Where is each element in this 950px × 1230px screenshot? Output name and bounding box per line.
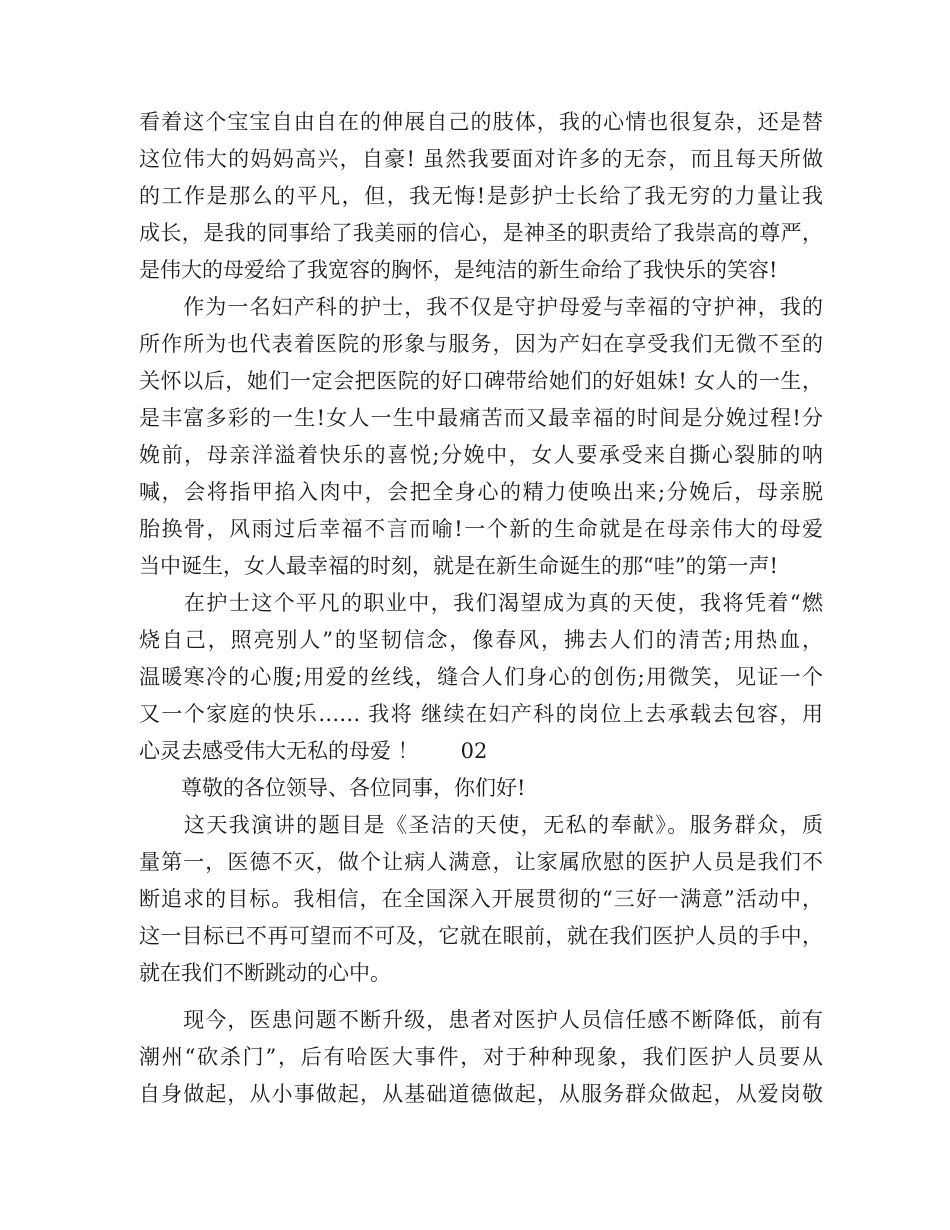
text-line: 的工作是那么的平凡，但，我无悔!是彭护士长给了我无穷的力量让我 <box>139 184 823 208</box>
text-line: 是伟大的母爱给了我宽容的胸怀，是纯洁的新生命给了我快乐的笑容! <box>139 258 778 282</box>
text-line: 烧自己，照亮别人”的坚韧信念，像春风，拂去人们的清苦;用热血， <box>139 628 823 652</box>
text-line: 自身做起，从小事做起，从基础道德做起，从服务群众做起，从爱岗敬 <box>139 1082 823 1106</box>
text-line: 温暖寒冷的心腹;用爱的丝线，缝合人们身心的创伤;用微笑，见证一个 <box>139 665 823 689</box>
text-line: 喊，会将指甲掐入肉中，会把全身心的精力使唤出来;分娩后，母亲脱 <box>139 480 823 504</box>
text-line: 量第一，医德不灭，做个让病人满意，让家属欣慰的医护人员是我们不 <box>139 850 823 874</box>
text-line: 在护士这个平凡的职业中，我们渴望成为真的天使，我将凭着“燃 <box>139 591 823 615</box>
text-line: 所作所为也代表着医院的形象与服务，因为产妇在享受我们无微不至的 <box>139 332 823 356</box>
text-line: 关怀以后，她们一定会把医院的好口碑带给她们的好姐妹! 女人的一生， <box>139 369 823 393</box>
text-line: 又一个家庭的快乐…… 我将 继续在妇产科的岗位上去承载去包容，用 <box>139 702 823 726</box>
text-line: 潮州“砍杀门”，后有哈医大事件，对于种种现象，我们医护人员要从 <box>139 1045 823 1069</box>
text-line: 看着这个宝宝自由自在的伸展自己的肢体，我的心情也很复杂，还是替 <box>139 110 823 134</box>
text-line: 这天我演讲的题目是《圣洁的天使，无私的奉献》。服务群众，质 <box>139 813 823 837</box>
text-line: 作为一名妇产科的护士，我不仅是守护母爱与幸福的守护神，我的 <box>139 295 823 319</box>
text-line: 现今，医患问题不断升级，患者对医护人员信任感不断降低，前有 <box>139 1008 823 1032</box>
document-body <box>139 104 823 1113</box>
text-line: 胎换骨，风雨过后幸福不言而喻!一个新的生命就是在母亲伟大的母爱 <box>139 517 823 541</box>
text-line: 这位伟大的妈妈高兴，自豪! 虽然我要面对许多的无奈，而且每天所做 <box>139 147 823 171</box>
text-line: 尊敬的各位领导、各位同事，你们好! <box>139 776 526 800</box>
text-line: 心灵去感受伟大无私的母爱 ！ 02 <box>139 739 488 763</box>
text-line: 娩前，母亲洋溢着快乐的喜悦;分娩中，女人要承受来自撕心裂肺的呐 <box>139 443 823 467</box>
text-line: 当中诞生，女人最幸福的时刻，就是在新生命诞生的那“哇”的第一声! <box>139 554 778 578</box>
text-line: 这一目标已不再可望而不可及，它就在眼前，就在我们医护人员的手中， <box>139 924 823 948</box>
text-line: 是丰富多彩的一生!女人一生中最痛苦而又最幸福的时间是分娩过程!分 <box>139 406 823 430</box>
text-line: 断追求的目标。我相信，在全国深入开展贯彻的“三好一满意”活动中， <box>139 887 823 911</box>
text-line: 成长，是我的同事给了我美丽的信心，是神圣的职责给了我崇高的尊严， <box>139 221 823 245</box>
text-line: 就在我们不断跳动的心中。 <box>139 961 391 985</box>
